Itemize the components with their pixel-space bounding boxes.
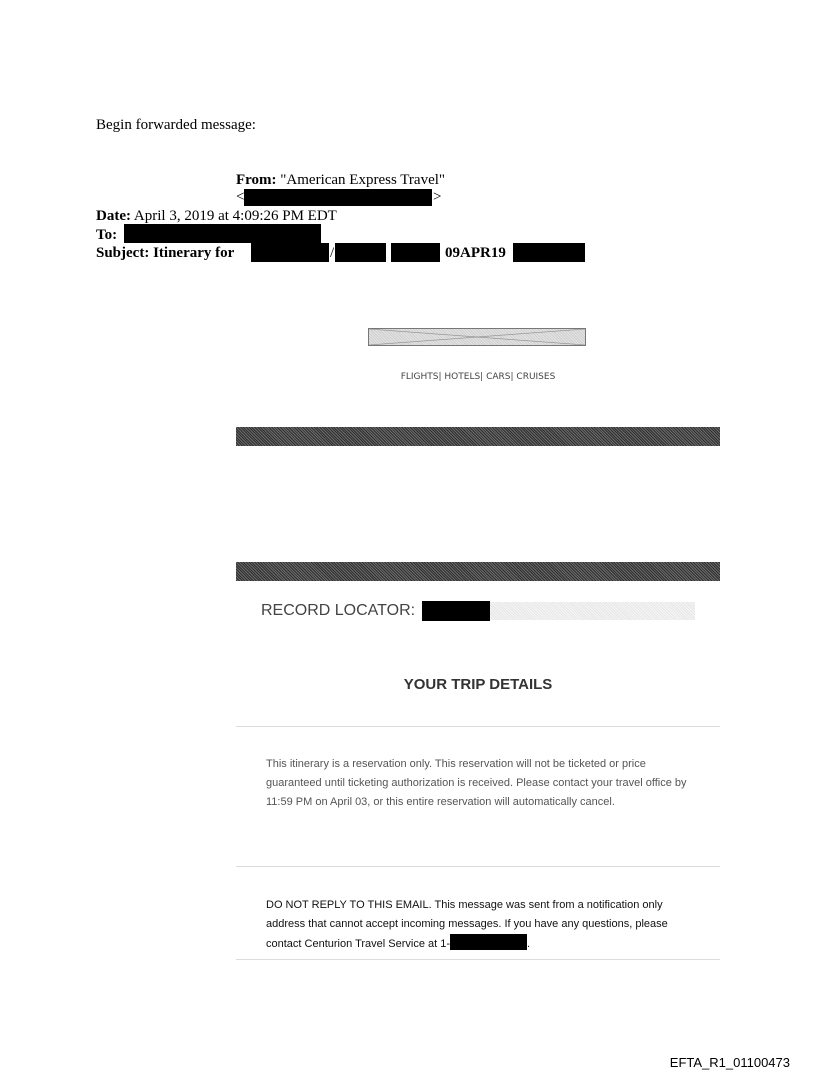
nav-link-hotels[interactable]: HOTELS xyxy=(444,372,481,382)
subject-redaction-2 xyxy=(335,243,386,262)
nav-separator: | xyxy=(480,372,487,382)
subject-line xyxy=(96,245,234,261)
from-sender: "American Express Travel" xyxy=(280,172,446,188)
no-reply-text: DO NOT REPLY TO THIS EMAIL. This message was sent from a notification only address that cannot accept incoming messages. If you have any questions, please contact Centurion Travel Service at 1- xyxy=(266,899,668,950)
date-value: April 3, 2019 at 4:09:26 PM EDT xyxy=(133,208,337,224)
to-label: To: xyxy=(96,227,118,243)
subject-slash: / xyxy=(330,245,335,261)
subject-redaction-1 xyxy=(251,243,329,262)
nav-link-flights[interactable]: FLIGHTS xyxy=(400,372,439,382)
divider xyxy=(236,866,720,867)
record-locator-redaction xyxy=(422,601,490,621)
nav-links xyxy=(236,372,720,382)
subject-redaction-4 xyxy=(513,243,585,262)
header-bar-bottom xyxy=(236,562,720,581)
subject-date: 09APR19 xyxy=(445,245,506,261)
subject-redaction-3 xyxy=(391,243,440,262)
from-label: From: xyxy=(236,172,277,188)
date-line xyxy=(96,208,337,224)
nav-separator: | xyxy=(438,372,445,382)
record-locator-label: RECORD LOCATOR: xyxy=(261,602,416,619)
document-id: EFTA_R1_01100473 xyxy=(669,1055,790,1070)
from-address-close-line xyxy=(433,189,441,205)
no-reply-notice xyxy=(266,896,696,954)
nav-link-cruises[interactable]: CRUISES xyxy=(516,372,556,382)
header-bar-top xyxy=(236,427,720,446)
from-address-redaction xyxy=(244,189,432,206)
trip-details-title: YOUR TRIP DETAILS xyxy=(403,676,553,693)
from-line xyxy=(236,172,445,188)
to-line xyxy=(96,227,117,243)
from-address-close: > xyxy=(433,189,442,205)
divider xyxy=(236,726,720,727)
from-address-open: < xyxy=(236,189,245,205)
record-locator-field xyxy=(490,602,695,620)
date-label: Date: xyxy=(96,208,131,224)
divider xyxy=(236,959,720,960)
subject-label: Subject: Itinerary for xyxy=(96,245,235,261)
nav-separator: | xyxy=(510,372,517,382)
phone-redaction xyxy=(450,934,527,950)
nav-link-cars[interactable]: CARS xyxy=(486,372,511,382)
reservation-notice: This itinerary is a reservation only. This reservation will not be ticketed or price guaranteed until ticketing authorization is received. Please contact your travel office by 11:59 PM on April 03, or this entire reservation will automatically cancel. xyxy=(266,758,687,808)
no-reply-end: . xyxy=(527,938,531,950)
to-redaction xyxy=(124,224,321,243)
forwarded-intro: Begin forwarded message: xyxy=(96,117,256,133)
subject-date-line xyxy=(445,245,506,261)
amex-logo-image-placeholder xyxy=(368,328,586,346)
